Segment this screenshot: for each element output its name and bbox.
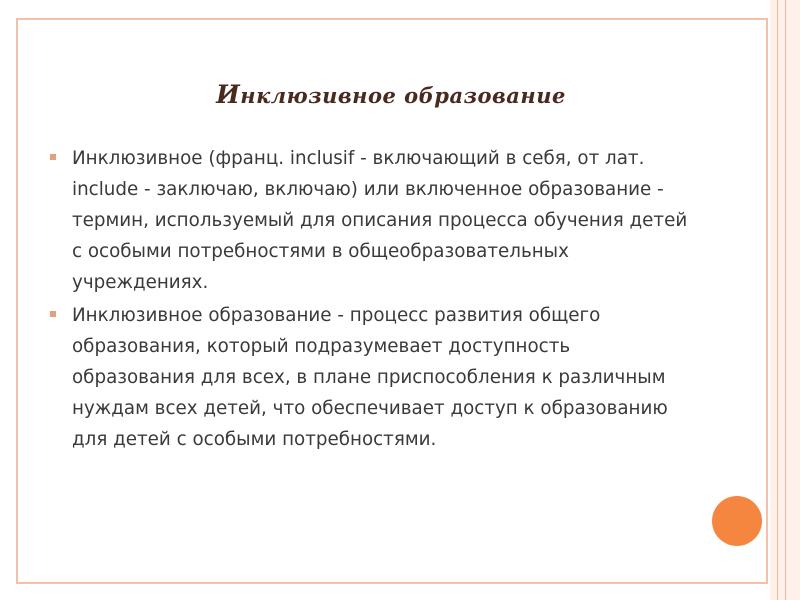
- slide-title-initial: И: [216, 80, 241, 109]
- right-decor-line: [785, 0, 786, 600]
- bullet-item: [50, 300, 690, 455]
- slide-title: [18, 80, 764, 109]
- right-decor-line: [777, 0, 778, 600]
- bullet-square-icon: [50, 154, 56, 160]
- bullet-item: [50, 143, 690, 298]
- bullet-square-icon: [50, 311, 56, 317]
- bullet-text: Инклюзивное (франц. inclusif - включающий в себя, от лат. include - заключаю, включаю) или включенное образование - термин, используемый для описания процесса обучения детей с особыми потребностями в общеобразовательных учреждениях.: [72, 148, 688, 293]
- slide-body: [50, 143, 690, 457]
- accent-circle: [712, 496, 762, 546]
- bullet-text: Инклюзивное образование - процесс развития общего образования, который подразумевает доступность образования для всех, в плане приспособления к различным нуждам всех детей, что обеспечивает доступ к образованию для детей с особыми потребностями.: [72, 305, 668, 450]
- slide-title-rest: нклюзивное образование: [240, 83, 566, 108]
